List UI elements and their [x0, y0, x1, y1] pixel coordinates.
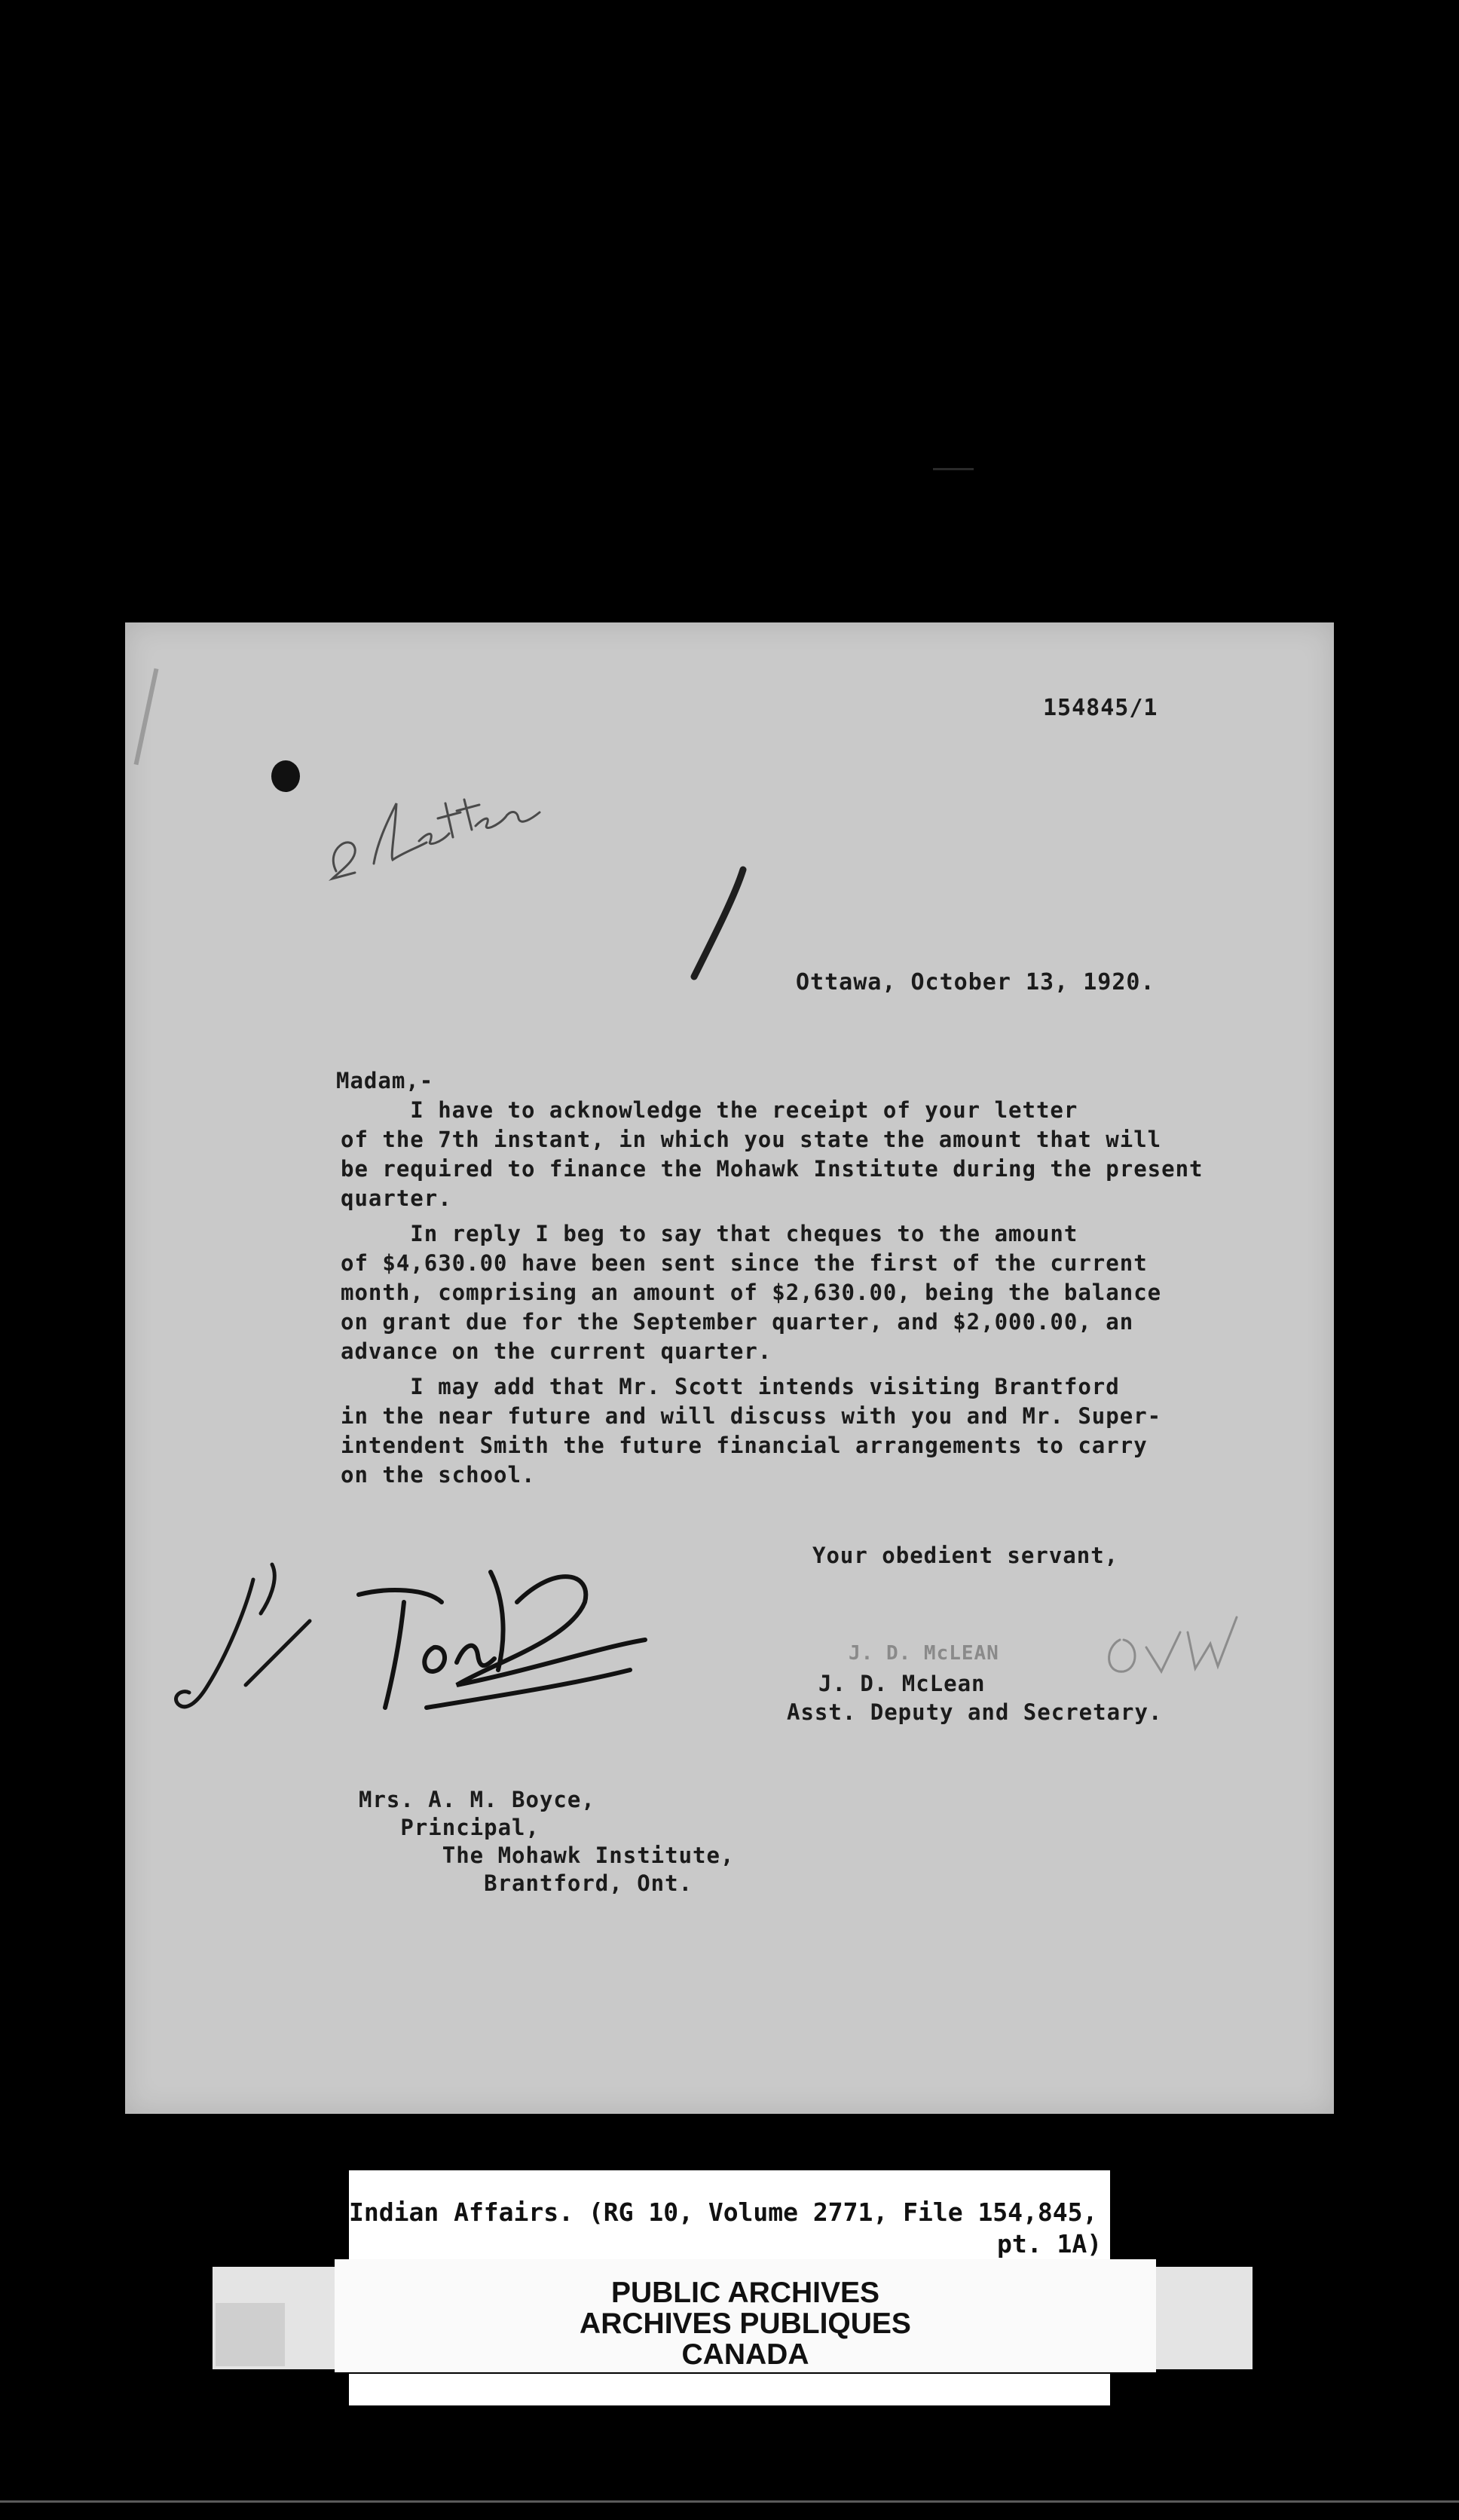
letter-page	[125, 622, 1334, 2114]
punch-hole	[271, 760, 300, 792]
archive-citation-label	[349, 2170, 1110, 2261]
film-mark	[933, 468, 974, 470]
handwritten-initials-left	[155, 1549, 329, 1723]
archive-institution-label	[213, 2267, 1253, 2369]
signatory-name: J. D. McLean	[818, 1671, 986, 1696]
handwritten-margin-note	[321, 758, 547, 886]
page-scratch	[134, 668, 159, 765]
signatory-title: Asst. Deputy and Secretary.	[787, 1699, 1163, 1725]
body-line: of $4,630.00 have been sent since the first of the current	[341, 1250, 1148, 1276]
address-line: Brantford, Ont.	[359, 1870, 693, 1896]
body-line: on the school.	[341, 1462, 536, 1488]
citation-line-2: pt. 1A)	[997, 2229, 1103, 2259]
body-line: month, comprising an amount of $2,630.00, being the balance	[341, 1280, 1162, 1305]
institution-card	[335, 2259, 1156, 2372]
body-line: intendent Smith the future financial arrangements to carry	[341, 1433, 1148, 1458]
label-tail	[349, 2374, 1110, 2405]
body-line: in the near future and will discuss with you and Mr. Super-	[341, 1403, 1162, 1429]
body-line: on grant due for the September quarter, and $2,000.00, an	[341, 1309, 1134, 1335]
label-shade	[216, 2303, 285, 2366]
body-line	[341, 1213, 1204, 1219]
body-line: I may add that Mr. Scott intends visiting Brantford	[341, 1374, 1120, 1399]
handwritten-initials	[1097, 1602, 1248, 1685]
body-line: advance on the current quarter.	[341, 1338, 772, 1364]
address-line: Mrs. A. M. Boyce,	[359, 1787, 595, 1812]
handwritten-check-mark	[683, 864, 751, 992]
body-line: I have to acknowledge the receipt of your letter	[341, 1097, 1078, 1123]
institution-english: PUBLIC ARCHIVES	[610, 2277, 880, 2309]
frame-edge	[0, 2500, 1459, 2503]
address-line: Principal,	[359, 1815, 540, 1840]
handwritten-signature	[344, 1557, 660, 1730]
recipient-address	[359, 1786, 734, 1898]
body-line: In reply I beg to say that cheques to the amount	[341, 1221, 1078, 1246]
citation-line-1: Indian Affairs. (RG 10, Volume 2771, File 154,845,	[349, 2197, 1098, 2227]
salutation: Madam,-	[336, 1068, 434, 1093]
institution-french: ARCHIVES PUBLIQUES	[580, 2307, 911, 2340]
body-line: quarter.	[341, 1185, 452, 1211]
address-line: The Mohawk Institute,	[359, 1843, 735, 1868]
letter-date: Ottawa, October 13, 1920.	[796, 969, 1155, 995]
body-line: of the 7th instant, in which you state the amount that will	[341, 1127, 1162, 1152]
letter-body	[341, 1096, 1204, 1490]
body-line: be required to finance the Mohawk Institute during the present	[341, 1156, 1204, 1182]
closing: Your obedient servant,	[812, 1543, 1119, 1568]
institution-country: CANADA	[681, 2338, 809, 2371]
body-line	[341, 1366, 1204, 1372]
file-number: 154845/1	[1043, 695, 1158, 721]
name-stamp: J. D. McLEAN	[849, 1642, 999, 1665]
